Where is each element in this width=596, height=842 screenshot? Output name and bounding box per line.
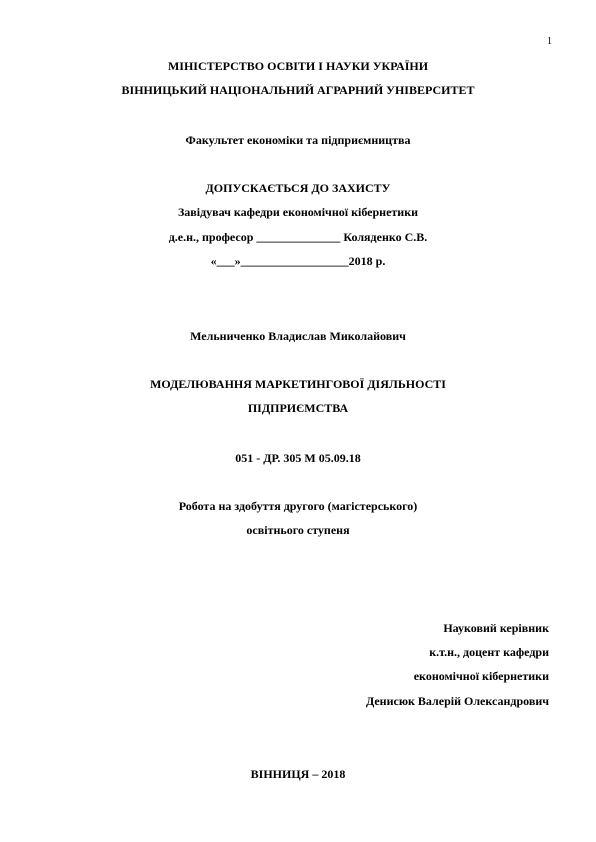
approval-date-line: «___»__________________2018 р.: [210, 254, 386, 268]
degree-line-2: освітнього ступеня: [246, 523, 350, 537]
degree-line-1: Робота на здобуття другого (магістерського): [178, 499, 418, 513]
university-heading: ВІННИЦЬКИЙ НАЦІОНАЛЬНИЙ АГРАРНИЙ УНІВЕРСИТЕТ: [121, 83, 475, 97]
supervisor-name: Денисюк Валерій Олександрович: [365, 694, 549, 708]
page-number: 1: [547, 36, 552, 47]
supervisor-department: економічної кібернетики: [413, 669, 549, 683]
faculty-name: Факультет економіки та підприємництва: [185, 133, 411, 147]
thesis-title-line-1: МОДЕЛЮВАННЯ МАРКЕТИНГОВОЇ ДІЯЛЬНОСТІ: [150, 377, 446, 391]
approval-position: Завідувач кафедри економічної кібернетики: [177, 205, 419, 219]
supervisor-title: Науковий керівник: [443, 621, 549, 635]
supervisor-rank: к.т.н., доцент кафедри: [429, 645, 549, 659]
ministry-heading: МІНІСТЕРСТВО ОСВІТИ І НАУКИ УКРАЇНИ: [167, 59, 429, 73]
document-code: 051 - ДР. 305 М 05.09.18: [235, 451, 361, 465]
approval-signature-line: д.е.н., професор ______________ Коляденко С.В.: [168, 230, 428, 244]
approval-title: ДОПУСКАЄТЬСЯ ДО ЗАХИСТУ: [205, 181, 391, 195]
thesis-title-line-2: ПІДПРИЄМСТВА: [247, 401, 349, 415]
author-name: Мельниченко Владислав Миколайович: [190, 329, 406, 343]
city-year-footer: ВІННИЦЯ – 2018: [250, 767, 346, 781]
